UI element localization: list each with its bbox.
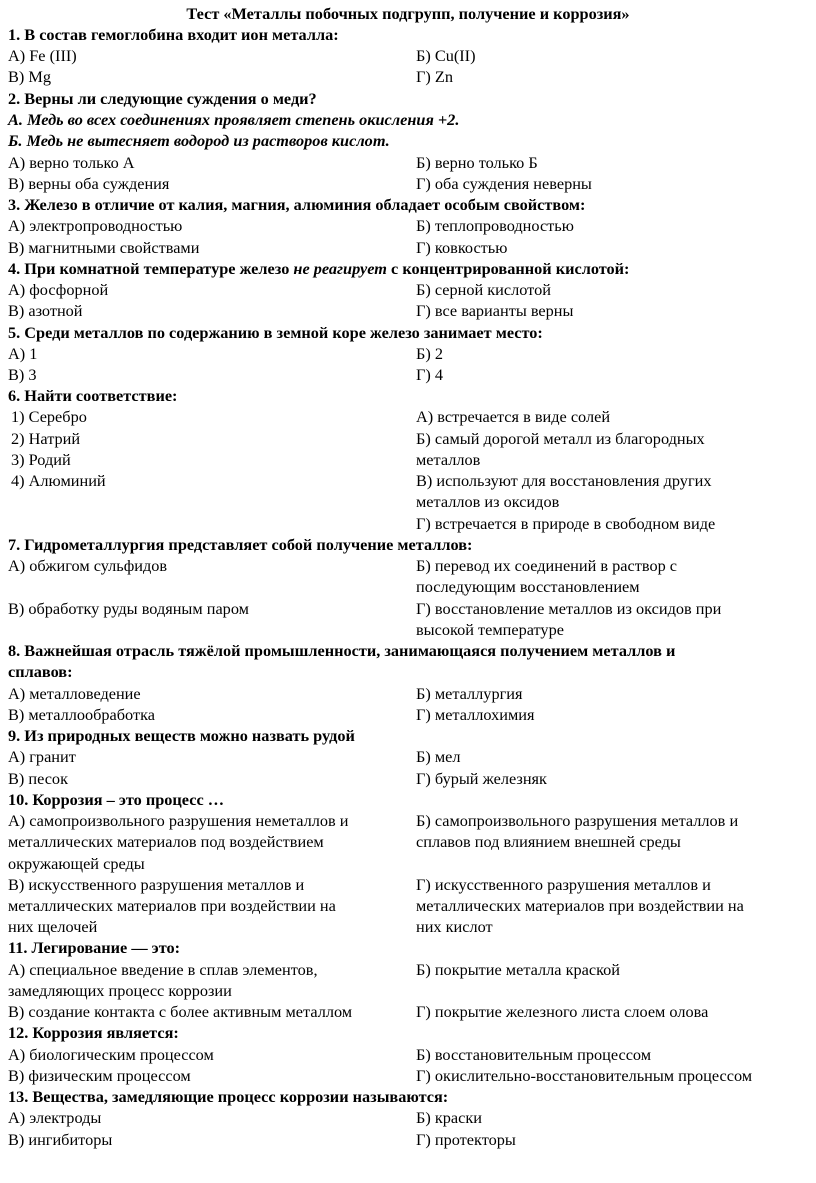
option-d: Г) протекторы (416, 1130, 516, 1149)
question-4 (8, 258, 808, 279)
option-b: Б) покрытие металла краской (416, 960, 621, 979)
answer-row (8, 1065, 808, 1086)
answer-row (8, 343, 808, 364)
question-9: 9. Из природных веществ можно назвать рудой (8, 726, 355, 745)
answer-row (8, 364, 808, 385)
option-d-cont: металлических материалов при воздействии на (416, 896, 744, 915)
answer-row (8, 45, 808, 66)
option-b: Б) краски (416, 1108, 482, 1127)
option-a-cont: окружающей среды (8, 854, 145, 873)
statement-a: А. Медь во всех соединениях проявляет степень окисления +2. (8, 110, 460, 129)
option-c: В) верны оба суждения (8, 174, 170, 193)
option-a: А) обжигом сульфидов (8, 556, 168, 575)
option-b-cont: сплавов под влиянием внешней среды (416, 832, 681, 851)
option-d: Г) 4 (416, 365, 444, 384)
page-title: Тест «Металлы побочных подгрупп, получение и коррозия» (186, 4, 630, 23)
answer-row (8, 746, 808, 767)
answer-row (8, 895, 808, 916)
question-2: 2. Верны ли следующие суждения о меди? (8, 89, 317, 108)
match-right: металлов из оксидов (416, 492, 560, 511)
option-d: Г) восстановление металлов из оксидов при (416, 599, 722, 618)
option-d: Г) бурый железняк (416, 769, 547, 788)
answer-row (8, 1129, 808, 1150)
match-right: Г) встречается в природе в свободном виде (416, 514, 716, 533)
answer-row (8, 1001, 808, 1022)
question-7: 7. Гидрометаллургия представляет собой получение металлов: (8, 535, 473, 554)
answer-row (8, 300, 808, 321)
option-b: Б) мел (416, 747, 461, 766)
option-c: В) 3 (8, 365, 37, 384)
option-b: Б) теплопроводностью (416, 216, 574, 235)
answer-row (8, 173, 808, 194)
match-row (8, 406, 808, 427)
option-b: Б) 2 (416, 344, 443, 363)
match-row (8, 470, 808, 491)
match-right: В) используют для восстановления других (416, 471, 712, 490)
answer-row (8, 916, 808, 937)
match-left: 4) Алюминий (11, 471, 106, 490)
option-d: Г) Zn (416, 67, 453, 86)
question-10: 10. Коррозия – это процесс … (8, 790, 225, 809)
answer-row (8, 237, 808, 258)
option-c: В) создание контакта с более активным металлом (8, 1002, 353, 1021)
question-13: 13. Вещества, замедляющие процесс коррозии называются: (8, 1087, 449, 1106)
answer-row (8, 831, 808, 852)
answer-row (8, 152, 808, 173)
match-right: А) встречается в виде солей (416, 407, 611, 426)
answer-row (8, 215, 808, 236)
option-c: В) магнитными свойствами (8, 238, 200, 257)
statement-b: Б. Медь не вытесняет водород из растворов кислот. (8, 131, 390, 150)
option-b: Б) Cu(II) (416, 46, 476, 65)
answer-row (8, 959, 808, 980)
option-a: А) электропроводностью (8, 216, 183, 235)
option-d: Г) искусственного разрушения металлов и (416, 875, 711, 894)
question-12: 12. Коррозия является: (8, 1023, 179, 1042)
option-d: Г) все варианты верны (416, 301, 574, 320)
option-a: А) специальное введение в сплав элементов, (8, 960, 318, 979)
option-a-cont: замедляющих процесс коррозии (8, 981, 232, 1000)
option-b: Б) самопроизвольного разрушения металлов и (416, 811, 739, 830)
answer-row (8, 810, 808, 831)
option-c-cont: металлических материалов при воздействии на (8, 896, 336, 915)
option-d: Г) окислительно-восстановительным процессом (416, 1066, 753, 1085)
question-8-cont: сплавов: (8, 662, 73, 681)
answer-row (8, 576, 808, 597)
match-left: 2) Натрий (11, 429, 81, 448)
option-d: Г) ковкостью (416, 238, 508, 257)
option-b: Б) металлургия (416, 684, 523, 703)
option-b: Б) серной кислотой (416, 280, 551, 299)
option-a-cont: металлических материалов под воздействием (8, 832, 324, 851)
question-4-text-end: с концентрированной кислотой: (386, 259, 630, 278)
answer-row (8, 1044, 808, 1065)
option-a: А) фосфорной (8, 280, 109, 299)
option-d-cont: высокой температуре (416, 620, 564, 639)
answer-row (8, 619, 808, 640)
question-8: 8. Важнейшая отрасль тяжёлой промышленности, занимающаяся получением металлов и (8, 641, 676, 660)
option-a: А) биологическим процессом (8, 1045, 214, 1064)
option-a: А) электроды (8, 1108, 102, 1127)
answer-row (8, 683, 808, 704)
option-c: В) ингибиторы (8, 1130, 113, 1149)
option-c: В) песок (8, 769, 68, 788)
match-row (8, 428, 808, 449)
question-4-text: 4. При комнатной температуре железо (8, 259, 294, 278)
option-d: Г) металлохимия (416, 705, 535, 724)
option-c: В) Mg (8, 67, 51, 86)
match-row (8, 449, 808, 470)
option-b: Б) перевод их соединений в раствор с (416, 556, 678, 575)
answer-row (8, 768, 808, 789)
option-d-cont: них кислот (416, 917, 493, 936)
answer-row (8, 555, 808, 576)
option-a: А) 1 (8, 344, 38, 363)
option-b: Б) восстановительным процессом (416, 1045, 652, 1064)
option-a: А) гранит (8, 747, 76, 766)
option-b: Б) верно только Б (416, 153, 538, 172)
question-4-emphasis: не реагирует (293, 259, 387, 278)
option-c: В) физическим процессом (8, 1066, 191, 1085)
option-a: А) верно только А (8, 153, 135, 172)
match-right: металлов (416, 450, 481, 469)
option-c: В) азотной (8, 301, 83, 320)
question-1: 1. В состав гемоглобина входит ион металла: (8, 25, 339, 44)
match-row (8, 491, 808, 512)
match-right: Б) самый дорогой металл из благородных (416, 429, 705, 448)
answer-row (8, 598, 808, 619)
answer-row (8, 1107, 808, 1128)
answer-row (8, 279, 808, 300)
answer-row (8, 704, 808, 725)
question-11: 11. Легирование — это: (8, 938, 181, 957)
answer-row (8, 980, 808, 1001)
question-5: 5. Среди металлов по содержанию в земной коре железо занимает место: (8, 323, 543, 342)
answer-row (8, 853, 808, 874)
match-row (8, 513, 808, 534)
option-d: Г) оба суждения неверны (416, 174, 592, 193)
answer-row (8, 66, 808, 87)
option-c-cont: них щелочей (8, 917, 98, 936)
match-left: 3) Родий (11, 450, 71, 469)
match-left: 1) Серебро (11, 407, 87, 426)
option-c: В) искусственного разрушения металлов и (8, 875, 305, 894)
answer-row (8, 874, 808, 895)
option-a: А) металловедение (8, 684, 141, 703)
option-a: А) самопроизвольного разрушения неметаллов и (8, 811, 349, 830)
option-c: В) обработку руды водяным паром (8, 599, 249, 618)
question-3: 3. Железо в отличие от калия, магния, алюминия обладает особым свойством: (8, 195, 586, 214)
option-c: В) металлообработка (8, 705, 155, 724)
question-6: 6. Найти соответствие: (8, 386, 178, 405)
option-a: А) Fe (III) (8, 46, 77, 65)
option-b-cont: последующим восстановлением (416, 577, 640, 596)
option-d: Г) покрытие железного листа слоем олова (416, 1002, 709, 1021)
